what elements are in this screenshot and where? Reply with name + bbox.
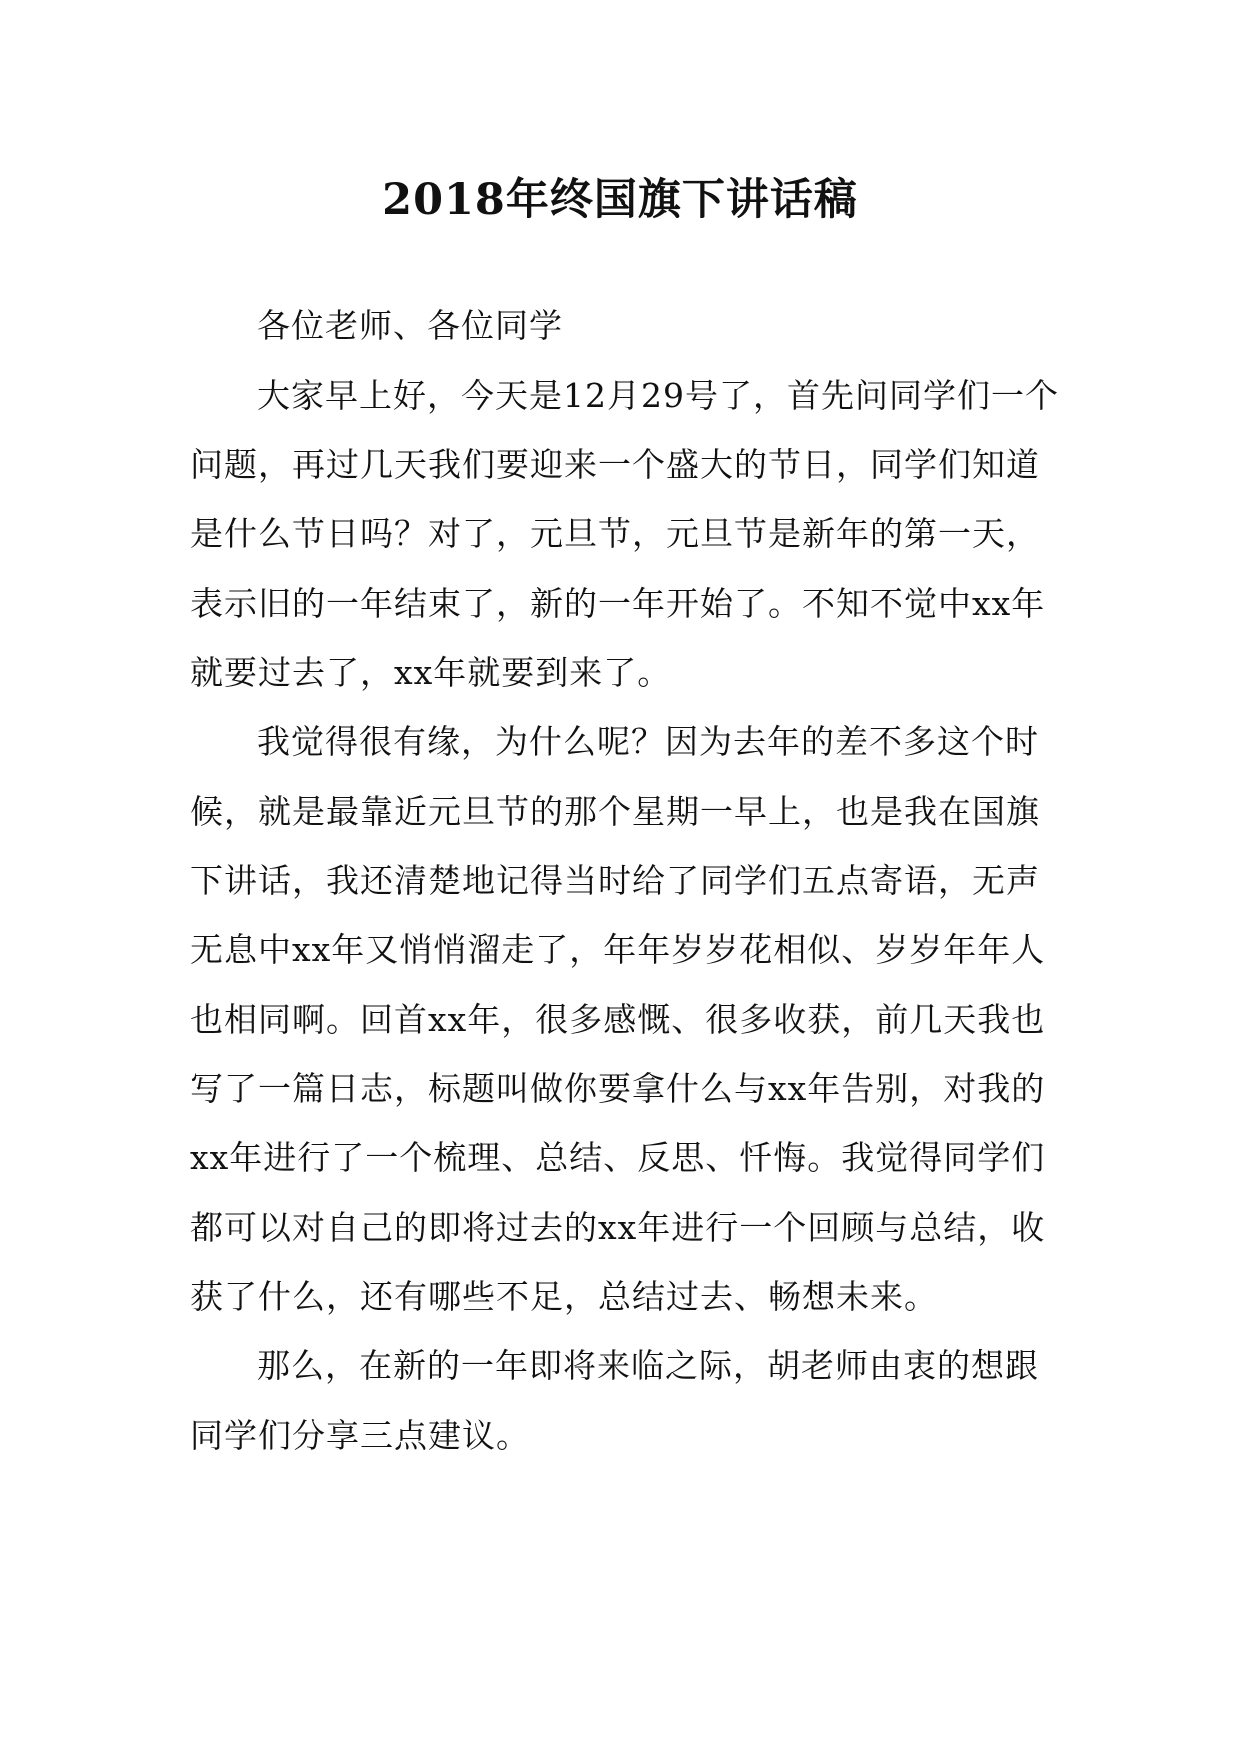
document-title: 2018年终国旗下讲话稿 <box>382 175 858 225</box>
paragraph-2-line-9: 获了什么，还有哪些不足，总结过去、畅想未来。 <box>190 1277 938 1316</box>
paragraph-3-line-2: 同学们分享三点建议。 <box>190 1416 530 1455</box>
greeting-line: 各位老师、各位同学 <box>257 306 563 345</box>
paragraph-2-line-6: 写了一篇日志，标题叫做你要拿什么与xx年告别，对我的 <box>190 1069 1046 1108</box>
paragraph-2-line-3: 下讲话，我还清楚地记得当时给了同学们五点寄语，无声 <box>190 861 1040 900</box>
paragraph-2-line-2: 候，就是最靠近元旦节的那个星期一早上，也是我在国旗 <box>190 792 1040 831</box>
paragraph-1-line-2: 问题，再过几天我们要迎来一个盛大的节日，同学们知道 <box>190 445 1040 484</box>
paragraph-2-line-4: 无息中xx年又悄悄溜走了，年年岁岁花相似、岁岁年年人 <box>190 930 1046 969</box>
paragraph-1-line-1: 大家早上好，今天是12月29号了，首先问同学们一个 <box>257 376 1059 415</box>
paragraph-2-line-7: xx年进行了一个梳理、总结、反思、忏悔。我觉得同学们 <box>190 1138 1046 1177</box>
paragraph-2-line-5: 也相同啊。回首xx年，很多感慨、很多收获，前几天我也 <box>190 1000 1046 1039</box>
paragraph-1-line-3: 是什么节日吗？对了，元旦节，元旦节是新年的第一天， <box>190 514 1040 553</box>
paragraph-2-line-1: 我觉得很有缘，为什么呢？因为去年的差不多这个时 <box>257 722 1039 761</box>
paragraph-1-line-5: 就要过去了，xx年就要到来了。 <box>190 653 672 692</box>
paragraph-1-line-4: 表示旧的一年结束了，新的一年开始了。不知不觉中xx年 <box>190 584 1046 623</box>
paragraph-3-line-1: 那么，在新的一年即将来临之际，胡老师由衷的想跟 <box>257 1346 1039 1385</box>
paragraph-2-line-8: 都可以对自己的即将过去的xx年进行一个回顾与总结，收 <box>190 1208 1046 1247</box>
